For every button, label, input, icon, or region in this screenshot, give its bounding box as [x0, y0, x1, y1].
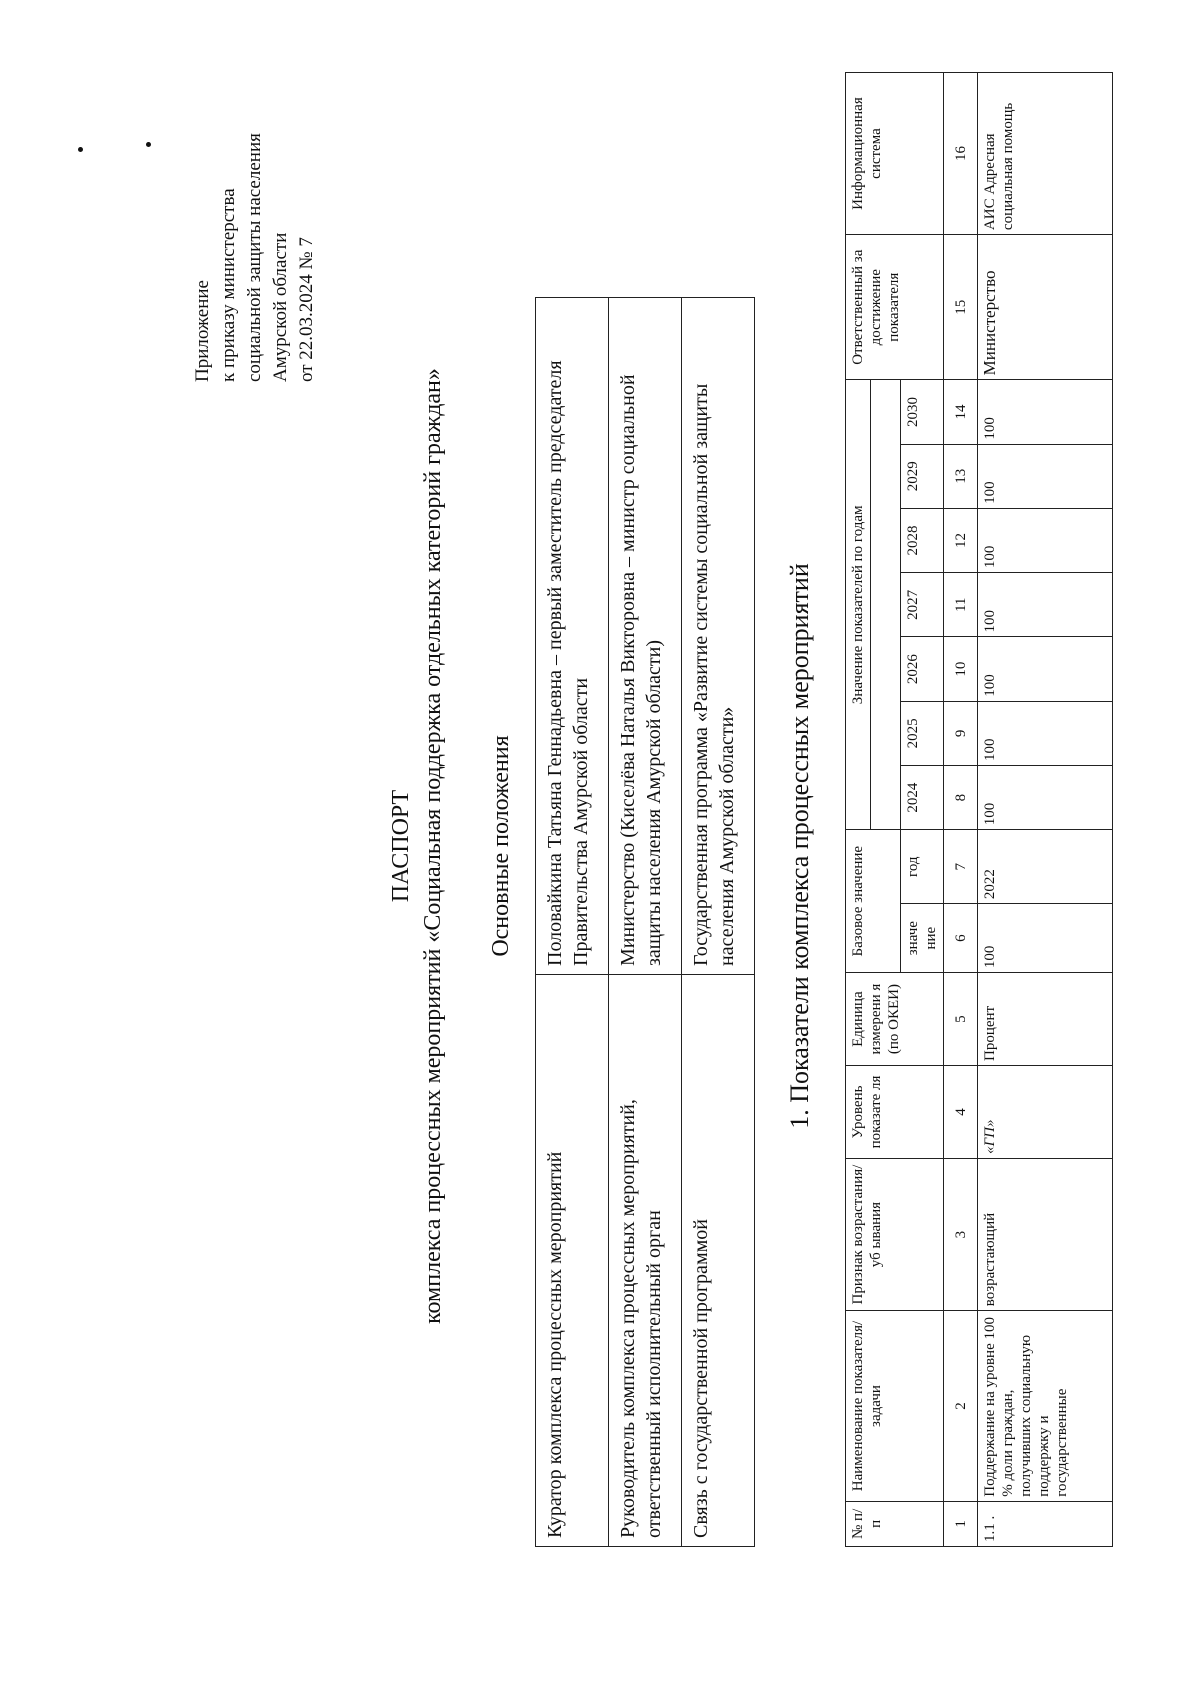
provision-value: Государственная программа «Развитие системы социальной защиты населения Амурской области» — [682, 298, 755, 975]
col-header-num: № п/п — [846, 1501, 944, 1546]
indicator-year-value: 100 — [978, 380, 1113, 444]
col-header-name: Наименование показателя/задачи — [846, 1311, 944, 1502]
column-number: 12 — [944, 508, 978, 572]
col-header-unit: Единица измерени я (по ОКЕИ) — [846, 973, 944, 1066]
col-header-year: 2027 — [901, 573, 944, 637]
indicator-level: «ГП» — [978, 1066, 1113, 1159]
column-number: 10 — [944, 637, 978, 701]
column-number: 5 — [944, 973, 978, 1066]
indicator-year-value: 100 — [978, 573, 1113, 637]
provision-value: Министерство (Киселёва Наталья Викторовна – министр социальной защиты населения Амурской области) — [609, 298, 682, 975]
column-number: 7 — [944, 830, 978, 904]
column-number: 15 — [944, 235, 978, 380]
col-header-responsible: Ответственный за достижение показателя — [846, 235, 944, 380]
col-header-trend: Признак возрастания/уб ывания — [846, 1158, 944, 1310]
column-number: 2 — [944, 1311, 978, 1502]
indicators-table — [845, 72, 1113, 1547]
passport-title: ПАСПОРТ — [388, 789, 414, 903]
provision-value: Половайкина Татьяна Геннадьевна – первый заместитель председателя Правительства Амурской области — [536, 298, 609, 975]
col-header-year: 2026 — [901, 637, 944, 701]
column-number-row — [944, 73, 978, 1547]
col-header-base: Базовое значение — [846, 830, 901, 973]
indicator-base-year: 2022 — [978, 830, 1113, 904]
col-header-year: 2030 — [901, 380, 944, 444]
column-number: 1 — [944, 1501, 978, 1546]
appendix-note: Приложение к приказу министерства социальной защиты населения Амурской области от 22.03.2024 № 7 — [192, 133, 317, 382]
provision-label: Руководитель комплекса процессных мероприятий, ответственный исполнительный орган — [609, 975, 682, 1547]
passport-subtitle: комплекса процессных мероприятий «Социальная поддержка отдельных категорий граждан» — [420, 368, 446, 1324]
col-header-level: Уровень показате ля — [846, 1066, 944, 1159]
column-number: 4 — [944, 1066, 978, 1159]
column-number: 16 — [944, 73, 978, 235]
col-header-system: Информационная система — [846, 73, 944, 235]
column-number: 11 — [944, 573, 978, 637]
col-header-year: 2029 — [901, 444, 944, 508]
col-header-year: 2028 — [901, 508, 944, 572]
indicator-trend: возрастающий — [978, 1158, 1113, 1310]
col-header-year: 2024 — [901, 766, 944, 830]
scan-dot — [146, 142, 151, 147]
col-header-base-year: год — [901, 830, 944, 904]
indicator-responsible: Министерство — [978, 235, 1113, 380]
indicator-year-value: 100 — [978, 701, 1113, 765]
col-header-spacer — [871, 380, 901, 830]
indicator-year-value: 100 — [978, 444, 1113, 508]
table-row — [536, 298, 609, 1547]
column-number: 13 — [944, 444, 978, 508]
table-row — [682, 298, 755, 1547]
scan-dot — [78, 147, 83, 152]
indicator-year-value: 100 — [978, 508, 1113, 572]
column-number: 8 — [944, 766, 978, 830]
indicator-year-value: 100 — [978, 766, 1113, 830]
indicator-base-value: 100 — [978, 904, 1113, 973]
main-provisions-table — [535, 297, 755, 1547]
main-provisions-heading: Основные положения — [488, 735, 514, 957]
col-header-base-value: значе ние — [901, 904, 944, 973]
indicator-unit: Процент — [978, 973, 1113, 1066]
table-row — [609, 298, 682, 1547]
table-header-row — [846, 73, 871, 1547]
indicator-year-value: 100 — [978, 637, 1113, 701]
column-number: 3 — [944, 1158, 978, 1310]
column-number: 14 — [944, 380, 978, 444]
table-row — [978, 73, 1113, 1547]
column-number: 6 — [944, 904, 978, 973]
indicators-heading: 1. Показатели комплекса процессных мероприятий — [785, 563, 814, 1129]
col-header-by-years: Значение показателей по годам — [846, 380, 871, 830]
provision-label: Связь с государственной программой — [682, 975, 755, 1547]
provision-label: Куратор комплекса процессных мероприятий — [536, 975, 609, 1547]
col-header-year: 2025 — [901, 701, 944, 765]
indicator-system: АИС Адресная социальная помощь — [978, 73, 1113, 235]
indicator-num: 1.1 . — [978, 1501, 1113, 1546]
indicator-name: Поддержание на уровне 100 % доли граждан, получивших социальную поддержку и государственные — [978, 1311, 1113, 1502]
column-number: 9 — [944, 701, 978, 765]
